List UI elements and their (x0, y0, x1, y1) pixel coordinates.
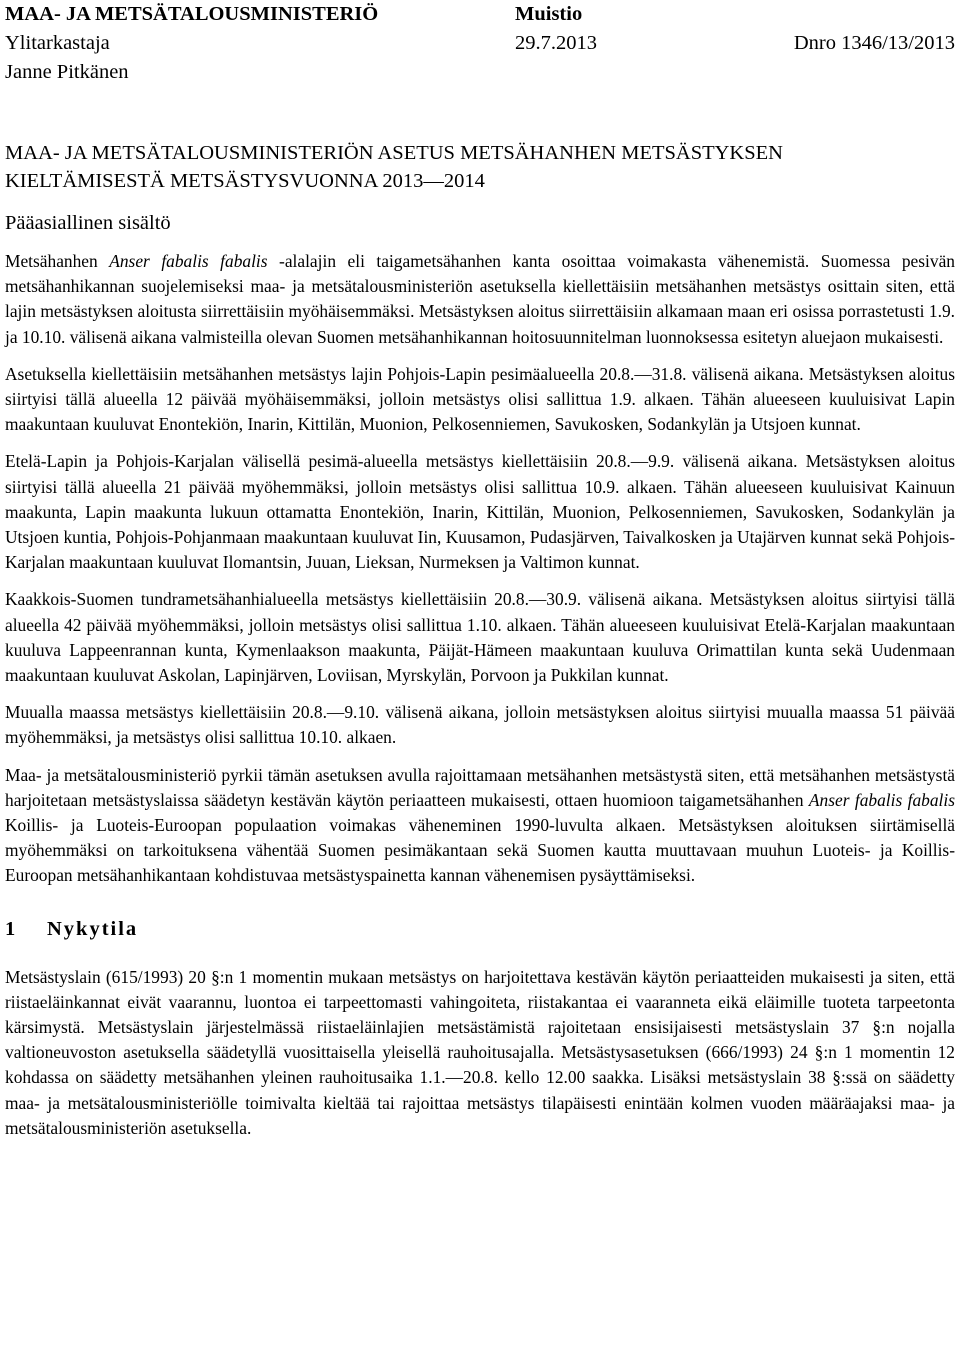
author-name: Janne Pitkänen (5, 61, 129, 83)
chapter-1-heading (5, 915, 955, 943)
chapter-number: 1 (5, 917, 16, 940)
memo-page (5, 0, 955, 1141)
summary-paragraph-3: Etelä-Lapin ja Pohjois-Karjalan välisellä pesimä-alueella metsästys kiellettäisiin 20.8.—9.9. välisenä aikana. Metsästyksen aloitus siirtyisi tällä alueella 21 päivää myöhemmäksi, jolloin metsästys olisi sallittua 10.9. alkaen. Tähän alueeseen kuuluisivat Kainuun maakunta, Lapin maakunta lukuun ottamatta Enontekiön, Inarin, Kittilän, Muonion, Pelkosenniemen, Savukosken, Sodankylän ja Utsjoen kuntia, Pohjois-Pohjanmaan maakuntaan kuuluvat Iin, Kuusamon, Pudasjärven, Taivalkosken ja Utajärven kunnat sekä Pohjois-Karjalan maakuntaan kuuluvat Ilomantsin, Juuan, Lieksan, Nurmeksen ja Valtimon kunnat. (5, 451, 955, 573)
author-position: Ylitarkastaja (5, 32, 110, 54)
summary-paragraph-5: Muualla maassa metsästys kiellettäisiin 20.8.—9.10. välisenä aikana, jolloin metsästyksen aloitus siirtyisi muualla maassa 51 päivää myöhemmäksi, ja metsästys olisi sallittua 10.10. alkaen. (5, 702, 955, 748)
document-title-line-1: MAA- JA METSÄTALOUSMINISTERIÖN ASETUS METSÄHANHEN METSÄSTYKSEN (5, 142, 783, 164)
species-name: Anser fabalis fabalis (109, 251, 268, 271)
summary-paragraph-6: Maa- ja metsätalousministeriö pyrkii tämän asetuksen avulla rajoittamaan metsähanhen metsästystä siten, että metsähanhen metsästystä harjoitetaan metsästyslaissa säädetyn kestävän käytön periaatteen mukaisesti, ottaen huomioon taigametsähanhen Anser fabalis fabalis Koillis- ja Luoteis-Euroopan populaation voimakas väheneminen 1990-luvulta alkaen. Metsästyksen aloituksen siirtämisellä myöhemmäksi on tarkoituksena vähentää Suomen pesimäkantaan sekä Suomen kautta muuttavaan muuhun Luoteis- ja Koillis-Euroopan metsähanhikantaan kohdistuvaa metsästyspainetta kannan vähenemisen pysäyttämiseksi. (5, 764, 955, 886)
header-row-2 (5, 29, 955, 58)
summary-heading: Pääasiallinen sisältö (5, 212, 171, 234)
header-row-3 (5, 58, 955, 87)
summary-paragraph-4: Kaakkois-Suomen tundrametsähanhialueella metsästys kiellettäisiin 20.8.—30.9. välisenä aikana. Metsästyksen aloitus siirtyisi tällä alueella 42 päivää myöhemmäksi, jolloin metsästys olisi sallittua 1.10. alkaen. Tähän alueeseen kuuluisivat Etelä-Karjalan maakuntaan kuuluva Lappeenrannan kunta, Kymenlaakson maakunta, Päijät-Hämeen maakuntaan kuuluva Orimattilan kunta sekä Uudenmaan maakuntaan kuuluvat Askolan, Lapinjärven, Loviisan, Myrskylän, Porvoon ja Pukkilan kunnat. (5, 589, 955, 686)
species-name: Anser fabalis fabalis (808, 789, 955, 810)
document-title-line-2: KIELTÄMISESTÄ METSÄSTYSVUONNA 2013—2014 (5, 170, 485, 192)
document-title (5, 139, 955, 195)
chapter-1-paragraph-1: Metsästyslain (615/1993) 20 §:n 1 momentin mukaan metsästys on harjoitettava kestävän käytön periaatteiden mukaisesti ja siten, että riistaeläinkannat eivät vaarannu, luontoa ei tarpeettomasti vahingoiteta, riistakantaa ei vaaranneta eikä eläimille tuoteta tarpeetonta kärsimystä. Metsästyslain järjestelmässä riistaeläinlajien metsästämistä rajoitetaan ensisijaisesti metsästyslain 37 §:n nojalla valtioneuvoston asetuksella säädetyllä vuosittaisella yleisellä rauhoitusajalla. Metsästysasetuksen (666/1993) 24 §:n 1 momentin 12 kohdassa on säädetty metsähanhen yleinen rauhoitusaika 1.1.—20.8. kello 12.00 saakka. Lisäksi metsästyslain 38 §:ssä on säädetty maa- ja metsätalousministeriölle toimivalta kieltää tai rajoittaa metsästys tilapäisesti enintään kolmen vuoden määräajaksi maa- ja metsätalousministeriön asetuksella. (5, 966, 955, 1138)
ministry-name: MAA- JA METSÄTALOUSMINISTERIÖ (5, 3, 379, 25)
header-row-1 (5, 0, 955, 29)
document-date: 29.7.2013 (515, 32, 597, 54)
document-type: Muistio (515, 3, 583, 25)
chapter-title: Nykytila (47, 917, 139, 940)
summary-body (5, 249, 955, 889)
diary-number: Dnro 1346/13/2013 (793, 32, 955, 54)
summary-paragraph-1: Metsähanhen Anser fabalis fabalis -alalajin eli taigametsähanhen kanta osoittaa voimakasta vähenemistä. Suomessa pesivän metsähanhikannan suojelemiseksi maa- ja metsätalousministeriön asetuksella kiellettäisiin metsähanhen metsästys osittain siten, että lajin metsästyksen aloitusta siirrettäisiin myöhäisemmäksi. Metsästyksen aloitus siirrettäisiin alkamaan maan eri osissa porrastetusti 1.9. ja 10.10. välisenä aikana valmisteilla olevan Suomen metsähanhikannan hoitosuunnitelman luonnoksessa esitetyn aluejaon mukaisesti. (5, 251, 955, 347)
summary-paragraph-2: Asetuksella kiellettäisiin metsähanhen metsästys lajin Pohjois-Lapin pesimäalueella 20.8.—31.8. välisenä aikana. Metsästyksen aloitus siirtyisi tällä alueella 12 päivää myöhäisemmäksi, jolloin metsästys olisi sallittua 1.9. alkaen. Tähän alueeseen kuuluisivat Lapin maakuntaan kuuluvat Enontekiön, Inarin, Kittilän, Muonion, Pelkosenniemen, Savukosken, Sodankylän ja Utsjoen kunnat. (5, 363, 955, 435)
